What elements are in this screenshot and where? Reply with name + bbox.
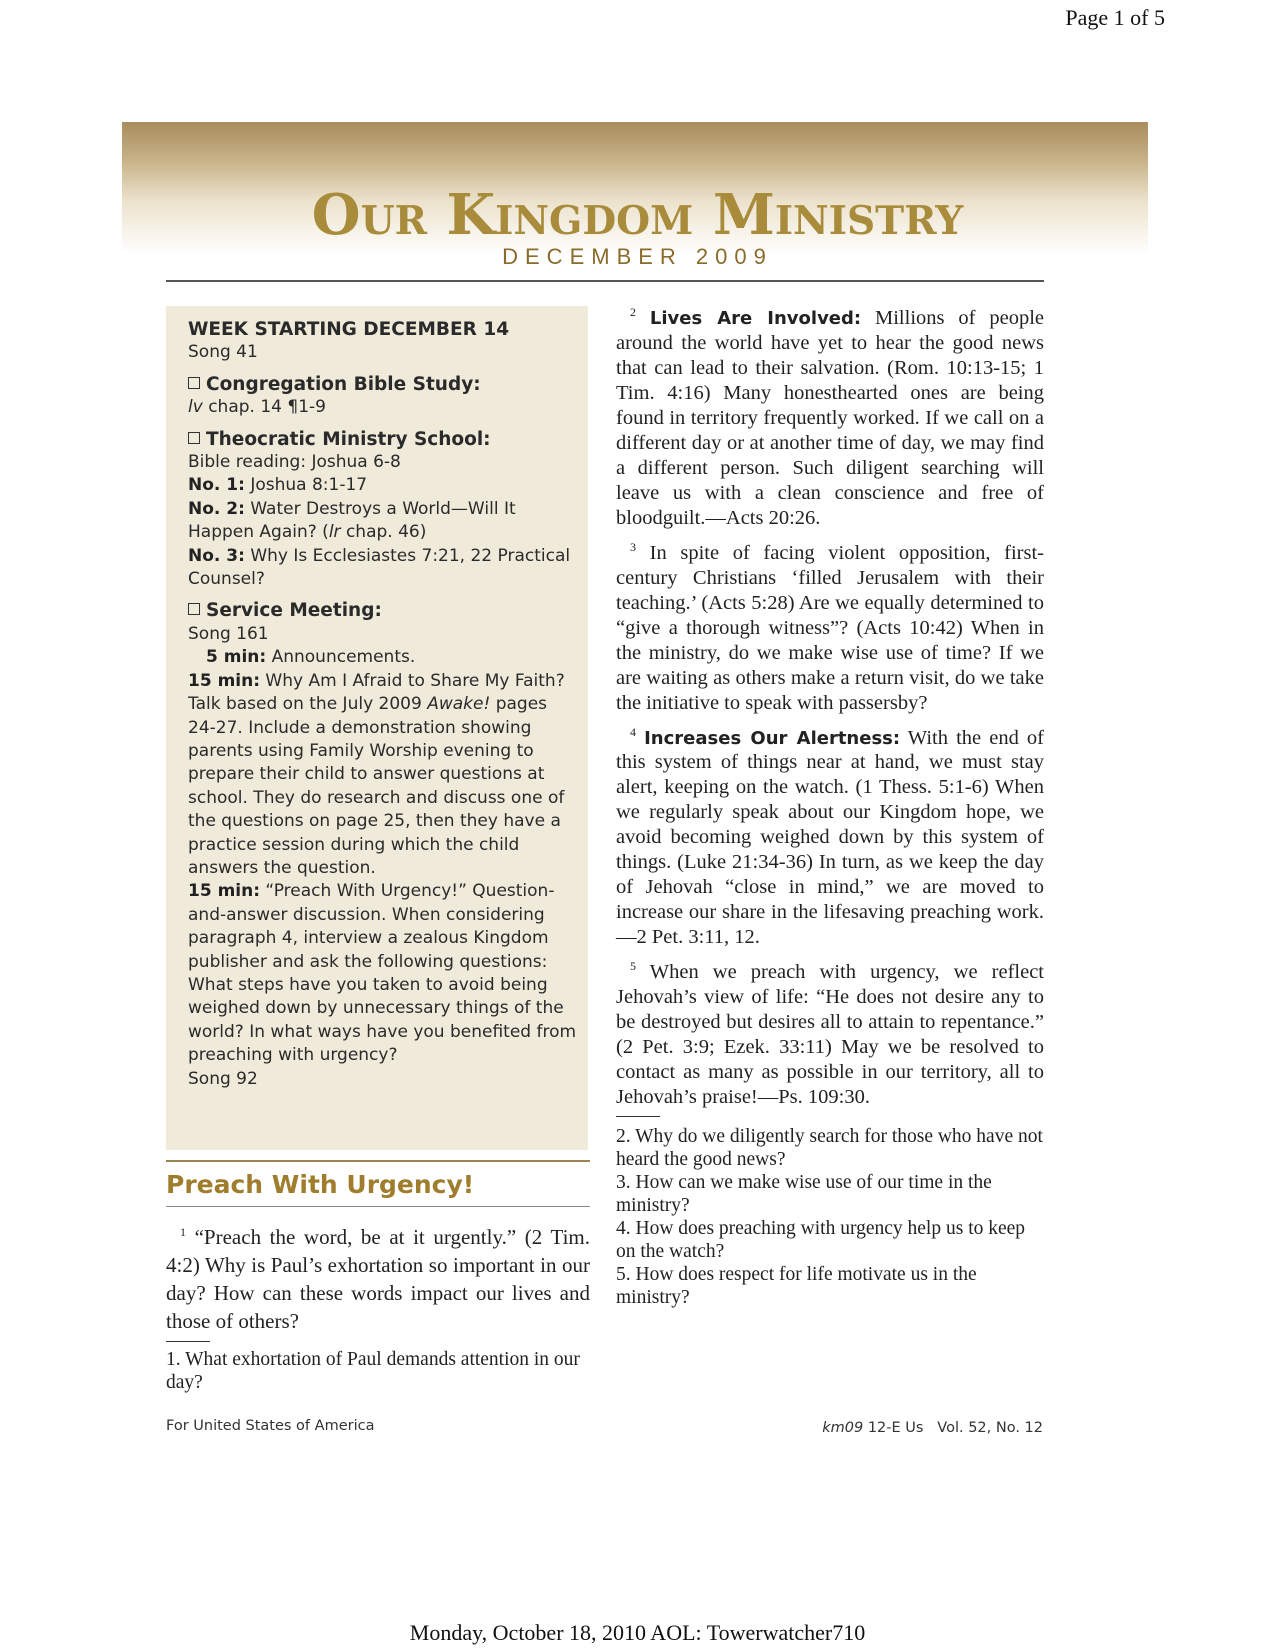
checkbox-icon [188, 377, 200, 389]
checkbox-icon [188, 603, 200, 615]
issue-date: DECEMBER 2009 [502, 244, 773, 269]
paragraph-1: $^1$ “Preach the word, be at it urgently.” (2 Tim. 4:2) Why is Paul’s exhortation so important in our day? How can these words impact our lives and those of others? [166, 1225, 590, 1333]
publication-code: km09 12-E Us Vol. 52, No. 12 [822, 1420, 1043, 1436]
question-divider [616, 1116, 660, 1117]
paragraph-5: $^5$ When we preach with urgency, we reflect Jehovah’s view of life: “He does not desire any to be destroyed but desires all to attain to repentance.” (2 Pet. 3:9; Ezek. 33:11) May we be resolved to contact as many as possible in our territory, all to Jehovah’s praise!—Ps. 109:30. [616, 959, 1044, 1109]
week-heading: WEEK STARTING DECEMBER 14 [188, 319, 510, 340]
article-left-column [166, 1218, 590, 1394]
question-2: 2. Why do we diligently search for those who have not heard the good news? [616, 1126, 1043, 1171]
page-number: Page 1 of 5 [1065, 5, 1165, 30]
sm-part-3: 15 min: “Preach With Urgency!” Question-and-answer discussion. When considering paragraph 4, interview a zealous Kingdom publisher and ask the following questions: What steps have you taken to avoid being weighed down by unnecessary things of the world? In what ways have you benefited from preaching with urgency? [188, 881, 577, 1066]
question-1: 1. What exhortation of Paul demands attention in our day? [166, 1349, 580, 1393]
article-title: Preach With Urgency! [166, 1170, 475, 1199]
question-3: 3. How can we make wise use of our time in the ministry? [616, 1172, 992, 1217]
paragraph-4: $^4$ Increases Our Alertness: With the end of this system of things near at hand, we must stay alert, keeping on the watch. (1 Thess. 5:1-6) When we regularly speak about our Kingdom hope, we avoid becoming weighed down by this system of things. (Luke 21:34-36) In turn, as we keep the day of Jehovah “close in mind,” we are moved to increase our share in the lifesaving preaching work.—2 Pet. 3:11, 12. [616, 724, 1044, 949]
closing-song: Song 92 [188, 1068, 258, 1089]
article-rule-top [166, 1160, 590, 1162]
meeting-schedule [188, 318, 580, 1091]
tms-no2: No. 2: Water Destroys a World—Will It Happen Again? (lr chap. 46) [188, 498, 516, 543]
question-5: 5. How does respect for life motivate us in the ministry? [616, 1264, 977, 1309]
review-questions [616, 1125, 1044, 1309]
tms-heading: Theocratic Ministry School: [188, 428, 580, 451]
cbs-heading: Congregation Bible Study: [188, 373, 580, 396]
article-rule-bottom [166, 1206, 590, 1207]
sm-part-2: 15 min: Why Am I Afraid to Share My Faith? Talk based on the July 2009 Awake! pages 24-27. Include a demonstration showing parents using Family Worship evening to prepare their child to answer questions at school. They do research and discuss one of the questions on page 25, then they have a practice session during which the child answers the question. [188, 670, 565, 878]
sm-heading: Service Meeting: [188, 599, 580, 622]
sm-part-1: 5 min: Announcements. [206, 647, 416, 668]
checkbox-icon [188, 432, 200, 444]
tms-no3: No. 3: Why Is Ecclesiastes 7:21, 22 Practical Counsel? [188, 545, 571, 590]
masthead-title: Our Kingdom Ministry [311, 182, 964, 248]
paragraph-3: $^3$ In spite of facing violent opposition, first-century Christians ‘filled Jerusalem with their teaching.’ (Acts 5:28) Are we equally determined to “give a thorough witness”? (Acts 10:42) When in the ministry, do we make wise use of time? If we are waiting as others make a return visit, do we take the initiative to speak with passersby? [616, 539, 1044, 714]
opening-song: Song 41 [188, 342, 258, 363]
question-divider [166, 1341, 210, 1342]
article-right-column [616, 300, 1044, 1309]
sm-song: Song 161 [188, 623, 269, 644]
print-stamp: Monday, October 18, 2010 AOL: Towerwatcher710 [409, 1620, 866, 1645]
paragraph-2: $^2$ Lives Are Involved: Millions of people around the world have yet to hear the good news that can lead to their salvation. (Rom. 10:13-15; 1 Tim. 4:16) Many honesthearted ones are being found in territory frequently worked. If we call on a different day or at another time of day, we may find a different person. Such diligent searching will leave us with a clean conscience and free of bloodguilt.—Acts 20:26. [616, 305, 1045, 529]
masthead-divider [166, 280, 1044, 282]
bible-reading: Bible reading: Joshua 6-8 [188, 452, 401, 473]
tms-no1: No. 1: Joshua 8:1-17 [188, 475, 368, 496]
question-4: 4. How does preaching with urgency help us to keep on the watch? [616, 1218, 1026, 1263]
edition-note: For United States of America [166, 1418, 375, 1434]
cbs-reference: lv chap. 14 ¶1-9 [188, 397, 326, 418]
